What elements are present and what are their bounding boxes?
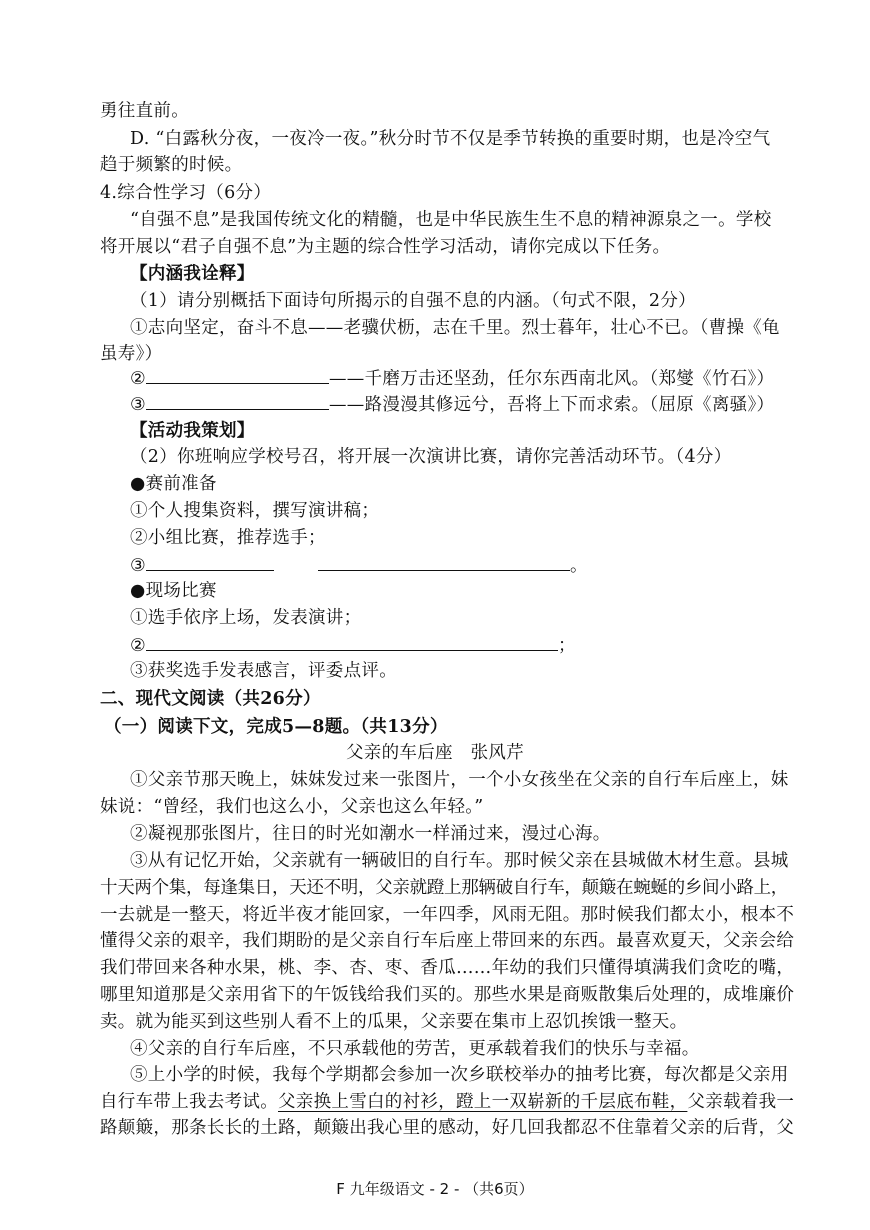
article-title: 父亲的车后座 张风芹 [346, 743, 524, 763]
answer-num-3: ③ [130, 395, 146, 415]
sub-question-2: （2）你班响应学校号召，将开展一次演讲比赛，请你完善活动环节。（4分） [130, 447, 732, 467]
example-line-2: 虽寿》） [100, 344, 163, 364]
q3-d-line-1: D. “白露秋分夜，一夜冷一夜。”秋分时节不仅是季节转换的重要时期，也是冷空气 [130, 129, 771, 149]
paragraph-5-line-2-a: 自行车带上我去考试。 [100, 1092, 278, 1112]
paragraph-3-line-3: 一去就是一整天，将近半夜才能回家，一年四季，风雨无阻。那时候我们都太小，根本不 [100, 905, 795, 925]
live-contest-step-3: ③获奖选手发表感言，评委点评。 [130, 661, 397, 681]
paragraph-4: ④父亲的自行车后座，不只承载他的劳苦，更承载着我们的快乐与幸福。 [130, 1039, 700, 1059]
paragraph-5-line-2-c: 父亲载着我一 [687, 1092, 795, 1112]
reading-sub-heading: （一）阅读下文，完成5—8题。（共13分） [104, 717, 448, 737]
pre-step-3-blank-b[interactable] [318, 553, 570, 571]
answer-blank-3[interactable] [146, 392, 329, 410]
live-step-2-num: ② [130, 636, 146, 656]
pre-contest-title: ●赛前准备 [130, 474, 217, 494]
pre-contest-step-1: ①个人搜集资料，撰写演讲稿； [130, 501, 380, 521]
paragraph-1-line-1: ①父亲节那天晚上，妹妹发过来一张图片，一个小女孩坐在父亲的自行车后座上，妹 [130, 770, 789, 790]
q3-d-line-2: 趋于频繁的时候。 [100, 155, 243, 175]
paragraph-2: ②凝视那张图片，往日的时光如潮水一样涌过来，漫过心海。 [130, 824, 611, 844]
paragraph-3-line-4: 懂得父亲的艰辛，我们期盼的是父亲自行车后座上带回来的东西。最喜欢夏天，父亲会给 [100, 931, 795, 951]
pre-step-3-end: 。 [570, 556, 588, 576]
live-step-2-end: ； [558, 636, 576, 656]
answer-row-2 [130, 366, 780, 390]
q4-intro-line-2: 将开展以“君子自强不息”为主题的综合性学习活动，请你完成以下任务。 [100, 237, 671, 257]
section-title-connotation: 【内涵我诠释】 [130, 264, 255, 284]
sub-question-1: （1）请分别概括下面诗句所揭示的自强不息的内涵。（句式不限，2分） [130, 291, 696, 311]
live-contest-title: ●现场比赛 [130, 581, 217, 601]
answer-num-2: ② [130, 369, 146, 389]
q4-heading: 4.综合性学习（6分） [100, 183, 272, 203]
page-footer: F 九年级语文 - 2 - （共6页） [336, 1180, 534, 1198]
q3-c-tail: 勇往直前。 [100, 101, 189, 121]
paragraph-3-line-7: 卖。就为能买到这些别人看不上的瓜果，父亲要在集市上忍饥挨饿一整天。 [100, 1012, 688, 1032]
paragraph-3-line-1: ③从有记忆开始，父亲就有一辆破旧的自行车。那时候父亲在县城做木材生意。县城 [130, 851, 789, 871]
underlined-sentence: 父亲换上雪白的衬衫，蹬上一双崭新的千层底布鞋， [278, 1092, 688, 1112]
pre-contest-step-2: ②小组比赛，推荐选手； [130, 528, 326, 548]
live-step-2-blank[interactable] [146, 633, 558, 651]
paragraph-5-line-3: 路颠簸，那条长长的土路，颠簸出我心里的感动，好几回我都忍不住靠着父亲的后背，父 [100, 1118, 795, 1138]
paragraph-5-line-2 [100, 1091, 795, 1115]
live-contest-step-2 [130, 633, 780, 657]
answer-row-3 [130, 392, 780, 416]
live-contest-step-1: ①选手依序上场，发表演讲； [130, 608, 362, 628]
section-title-planning: 【活动我策划】 [130, 421, 255, 441]
paragraph-3-line-6: 哪里知道那是父亲用省下的午饭钱给我们买的。那些水果是商贩散集后处理的，成堆廉价 [100, 985, 795, 1005]
part-two-heading: 二、现代文阅读（共26分） [100, 689, 321, 709]
pre-contest-step-3 [130, 553, 780, 577]
answer-blank-2[interactable] [146, 366, 329, 384]
answer-row-2-text: ——千磨万击还坚劲，任尔东西南北风。（郑燮《竹石》） [329, 369, 775, 389]
pre-step-3-blank-a[interactable] [146, 553, 274, 571]
pre-step-3-num: ③ [130, 556, 146, 576]
paragraph-5-line-1: ⑤上小学的时候，我每个学期都会参加一次乡联校举办的抽考比赛，每次都是父亲用 [130, 1065, 789, 1085]
paragraph-3-line-2: 十天两个集，每逢集日，天还不明，父亲就蹬上那辆破自行车，颠簸在蜿蜒的乡间小路上， [100, 878, 788, 898]
paragraph-3-line-5: 我们带回来各种水果，桃、李、杏、枣、香瓜……年幼的我们只懂得填满我们贪吃的嘴， [100, 958, 795, 978]
answer-row-3-text: ——路漫漫其修远兮，吾将上下而求索。（屈原《离骚》） [329, 395, 775, 415]
example-line-1: ①志向坚定，奋斗不息——老骥伏枥，志在千里。烈士暮年，壮心不已。（曹操《龟 [130, 318, 780, 338]
q4-intro-line-1: “自强不息”是我国传统文化的精髓，也是中华民族生生不息的精神源泉之一。学校 [130, 210, 772, 230]
paragraph-1-line-2: 妹说：“曾经，我们也这么小，父亲也这么年轻。” [100, 797, 484, 817]
